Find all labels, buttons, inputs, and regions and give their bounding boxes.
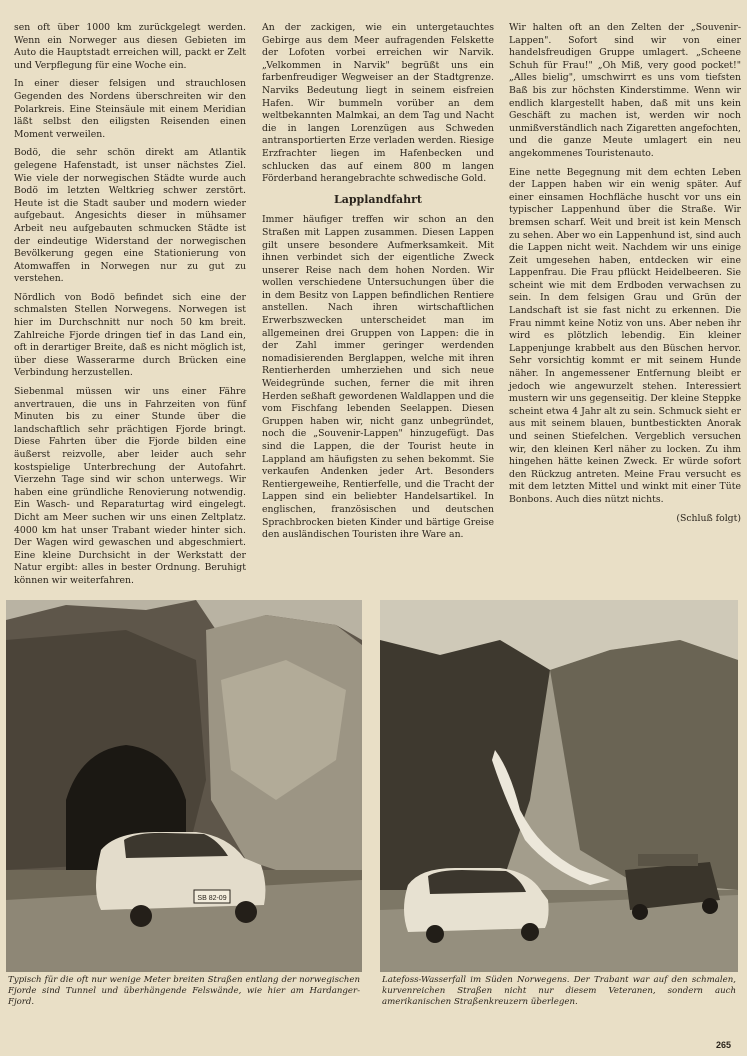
paragraph: Eine nette Begegnung mit dem echten Leben der Lappen haben wir ein wenig später. Auf einer einsamen Hochfläche huscht vor uns ein typischer Lappenhund über die Straße. Wir bremsen scharf. Weit und breit ist kein Mensch zu sehen. Aber wo ein Lappenhund ist, sind auch die Lappen nicht weit. Nachdem wir uns einige Zeit umgesehen haben, entdecken wir eine Lappenfrau. Die Frau pflückt Heidelbeeren. Sie scheint wie mit dem Erdboden verwachsen zu sein. In dem felsigen Grau und Grün der Landschaft ist sie fast nicht zu erkennen. Die Frau nimmt keine Notiz von uns. Aber neben ihr wird es plötzlich lebendig. Ein kleiner Lappenjunge krabbelt aus den Büschen hervor. Sehr vorsichtig kommt er mit seinem Hunde näher. In angemessener Entfernung bleibt er jedoch wie angewurzelt stehen. Interessiert mustern wir uns gegenseitig. Der kleine Steppke scheint etwa 4 Jahr alt zu sein. Schmuck sieht er aus mit seinem blauen, buntbestickten Anorak und seinen Stiefelchen. Vergeblich versuchen wir, den kleinen Kerl näher zu locken. Zu ihm hingehen hätte keinen Zweck. Er würde sofort den Rückzug antreten. Meine Frau versucht es mit dem letzten Mittel und winkt mit einer Tüte Bonbons. Auch dies nützt nichts. <box>509 166 741 505</box>
paragraph: sen oft über 1000 km zurückgelegt werden. Wenn ein Norweger aus diesen Gebieten im Auto die Hauptstadt erreichen will, packt er Zelt und Verpflegung für eine Woche ein. <box>14 22 246 71</box>
license-plate: SB 82-09 <box>197 895 227 902</box>
paragraph: Siebenmal müssen wir uns einer Fähre anvertrauen, die uns in Fahrzeiten von fünf Minuten bis zu einer Stunde über die landschaftlich sehr prächtigen Fjorde bringt. Diese Fahrten über die Fjorde bilden eine äußerst reizvolle, aber leider auch sehr kostspielige Unterbrechung der Autofahrt. Vierzehn Tage sind wir schon unterwegs. Wir haben eine gründliche Renovierung notwendig. Ein Wasch- und Reparaturtag wird eingelegt. Dicht am Meer suchen wir uns einen Zeltplatz. 4000 km hat unser Trabant wieder hinter sich. Der Wagen wird gewaschen und abgeschmiert. Eine kleine Durchsicht in der Werkstatt der Natur ergibt: alles in bester Ordnung. Beruhigt können wir weiterfahren. <box>14 386 246 586</box>
paragraph: An der zackigen, wie ein untergetauchtes Gebirge aus dem Meer aufragenden Felskette der Lofoten vorbei erreichen wir Narvik. „Velkommen in Narvik" begrüßt uns ein farbenfreudiger Wegweiser an der Stadtgrenze. Narviks Bedeutung liegt in seinem eisfreien Hafen. Wir bummeln vorüber an dem weltbekannten Malmkai, an dem Tag und Nacht die in langen Lorenzügen aus Schweden antransportierten Erze verladen werden. Riesige Erzfrachter liegen im Hafenbecken und schlucken das auf einem 800 m langen Förderband herangebrachte schwedische Gold. <box>262 22 494 185</box>
paragraph: Bodö, die sehr schön direkt am Atlantik gelegene Hafenstadt, ist unser nächstes Ziel. Wie viele der norwegischen Städte wurde auch Bodö im letzten Weltkrieg schwer zerstört. Heute ist die Stadt sauber und modern wieder aufgebaut. Angesichts dieser in mühsamer Arbeit neu aufgebauten schmucken Städte ist der eindeutige Widerstand der norwegischen Bevölkerung gegen eine Stationierung von Atomwaffen in Norwegen nur zu gut zu verstehen. <box>14 147 246 285</box>
photo-caption-right: Latefoss-Wasserfall im Süden Norwegens. Der Trabant war auf den schmalen, kurvenreichen Straßen nicht nur diesem Veteranen, sondern auch amerikanischen Straßenkreuzern überlegen. <box>382 975 736 1007</box>
photo-waterfall <box>380 600 738 972</box>
text-column-3 <box>509 22 741 525</box>
continued-note: (Schluß folgt) <box>676 512 741 524</box>
waterfall-road-image <box>380 600 738 972</box>
paragraph: Nördlich von Bodö befindet sich eine der schmalsten Stellen Norwegens. Norwegen ist hier im Durchschnitt nur noch 50 km breit. Zahlreiche Fjorde dringen tief in das Land ein, oft in derartiger Breite, daß es nicht möglich ist, über diese Wasserarme durch Brücken eine Verbindung herzustellen. <box>14 291 246 379</box>
text-column-2 <box>262 22 494 548</box>
photo-caption-left: Typisch für die oft nur wenige Meter breiten Straßen entlang der norwegischen Fjorde sind Tunnel und überhängende Felswände, wie hier am Hardanger-Fjord. <box>8 975 360 1007</box>
paragraph: In einer dieser felsigen und strauchlosen Gegenden des Nordens überschreiten wir den Polarkreis. Eine Steinsäule mit einem Meridian läßt selbst den eiligsten Reisenden einen Moment verweilen. <box>14 78 246 140</box>
paragraph: Immer häufiger treffen wir schon an den Straßen mit Lappen zusammen. Diesen Lappen gilt unsere besondere Aufmerksamkeit. Mit ihnen verbindet sich der eigentliche Zweck unserer Reise nach dem hohen Norden. Wir wollen verschiedene Untersuchungen über die in dem Besitz von Lappen befindlichen Rentiere anstellen. Nach ihren wirtschaftlichen Erwerbszwecken unterscheidet man im allgemeinen drei Gruppen von Lappen: die in der Zahl immer geringer werdenden nomadisierenden Berglappen, welche mit ihren Rentierherden umherziehen und sich neue Weidegründe suchen, ferner die mit ihren Herden seßhaft gewordenen Waldlappen und die vom Fischfang lebenden Seelappen. Diesen Gruppen haben wir, nicht ganz unbegründet, noch die „Souvenir-Lappen" hinzugefügt. Das sind die Lappen, die der Tourist heute in Lappland am häufigsten zu sehen bekommt. Sie verkaufen Andenken jeder Art. Besonders Rentiergeweihe, Rentierfelle, und die Tracht der Lappen sind ein beliebter Handelsartikel. In englischen, französischen und deutschen Sprachbrocken bieten Kinder und bärtige Greise den ausländischen Touristen ihre Ware an. <box>262 214 494 541</box>
text-column-1 <box>14 22 246 594</box>
photo-tunnel <box>6 600 362 972</box>
paragraph: Wir halten oft an den Zelten der „Souvenir-Lappen". Sofort sind wir von einer handelsfreudigen Gruppe umlagert. „Scheene Schuh für Frau!" „Oh Miß, very good pocket!" „Alles bielig", umschwirrt es uns vom tiefsten Baß bis zur höchsten Kinderstimme. Wenn wir endlich klargestellt haben, daß mit uns kein Geschäft zu machen ist, werden wir noch unmißverständlich nach Zigaretten angefochten, und die ganze Meute umlagert ein neu angekommenes Touristenauto. <box>509 22 741 159</box>
page-number: 265 <box>715 1040 731 1050</box>
tunnel-road-image <box>6 600 362 972</box>
section-heading: Lapplandfahrt <box>334 192 422 206</box>
